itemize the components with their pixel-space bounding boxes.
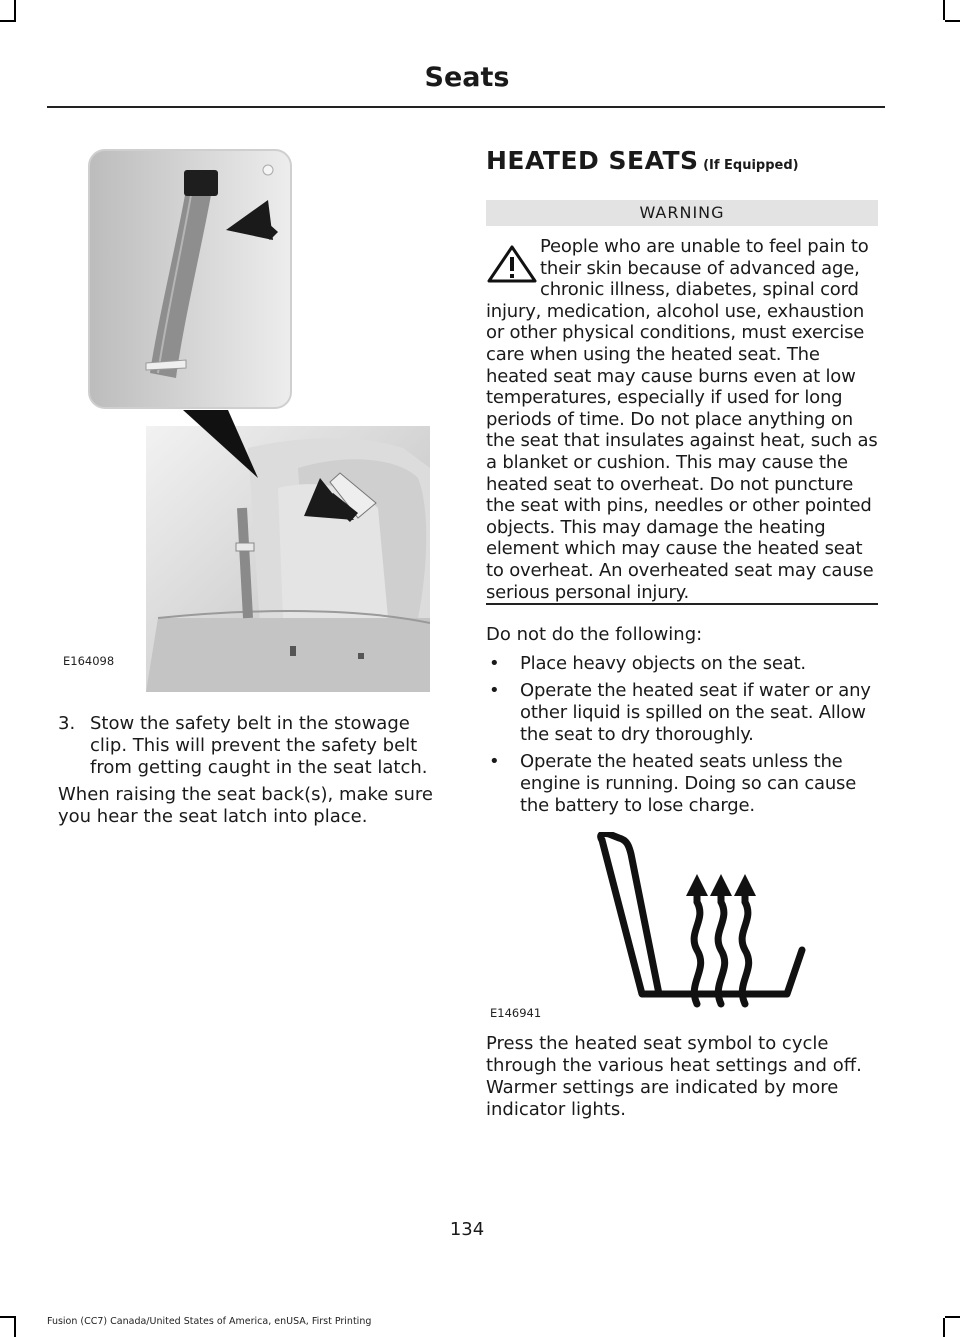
crop-mark — [945, 20, 960, 22]
seatbelt-stowage-figure — [58, 148, 430, 692]
list-item-text: Operate the heated seat if water or any other liquid is spilled on the seat. Allow the seat to dry thoroughly. — [520, 680, 871, 745]
do-not-list — [486, 653, 881, 822]
list-item-text: Place heavy objects on the seat. — [520, 653, 806, 674]
if-equipped-note: (If Equipped) — [698, 158, 799, 173]
bullet: • — [489, 680, 500, 701]
header-rule — [47, 106, 885, 108]
step-3 — [58, 713, 448, 779]
figure-code: E164098 — [63, 654, 115, 668]
crop-mark — [943, 1318, 945, 1337]
step-text: Stow the safety belt in the stowage clip. This will prevent the safety belt from getting caught in the seat latch. — [90, 713, 428, 778]
warning-text: People who are unable to feel pain to their skin because of advanced age, chronic illness, diabetes, spinal cord injury, medication, alcohol use, exhaustion or other physical conditions, must exercise care when using the heated seat. The heated seat may cause burns even at low temperatures, especially if used for long periods of time. Do not place anything on the seat that insulates against heat, such as a blanket or cushion. This may cause the heated seat to overheat. Do not puncture the seat with pins, needles or other pointed objects. This may damage the heating element which may cause the heated seat to overheat. An overheated seat may cause serious personal injury. — [486, 236, 878, 603]
warning-triangle-icon — [486, 244, 538, 288]
crop-mark — [14, 1318, 16, 1337]
page-number: 134 — [449, 1219, 485, 1240]
list-item — [486, 653, 881, 675]
bullet: • — [489, 653, 500, 674]
figure-code: E146941 — [490, 1006, 542, 1020]
list-item — [486, 680, 881, 746]
section-title-text: HEATED SEATS — [486, 146, 699, 175]
warning-label: WARNING — [486, 200, 878, 226]
page-title: Seats — [424, 62, 510, 93]
list-item — [486, 751, 881, 817]
heat-settings-paragraph: Press the heated seat symbol to cycle through the various heat settings and off. Warmer settings are indicated by more indicator lights. — [486, 1033, 862, 1120]
section-title — [486, 146, 799, 175]
warning-block — [486, 236, 879, 603]
crop-mark — [945, 1316, 960, 1318]
crop-mark — [943, 0, 945, 20]
bullet: • — [489, 751, 500, 772]
step-number: 3. — [58, 713, 76, 734]
crop-mark — [0, 20, 16, 22]
warning-rule — [486, 603, 878, 605]
list-item-text: Operate the heated seats unless the engine is running. Doing so can cause the battery to lose charge. — [520, 751, 857, 816]
do-not-intro: Do not do the following: — [486, 624, 703, 645]
heated-seat-icon — [597, 832, 807, 1010]
seat-back-paragraph: When raising the seat back(s), make sure you hear the seat latch into place. — [58, 784, 433, 827]
crop-mark — [0, 1316, 16, 1318]
crop-mark — [14, 0, 16, 20]
footer-text: Fusion (CC7) Canada/United States of America, enUSA, First Printing — [47, 1316, 372, 1327]
